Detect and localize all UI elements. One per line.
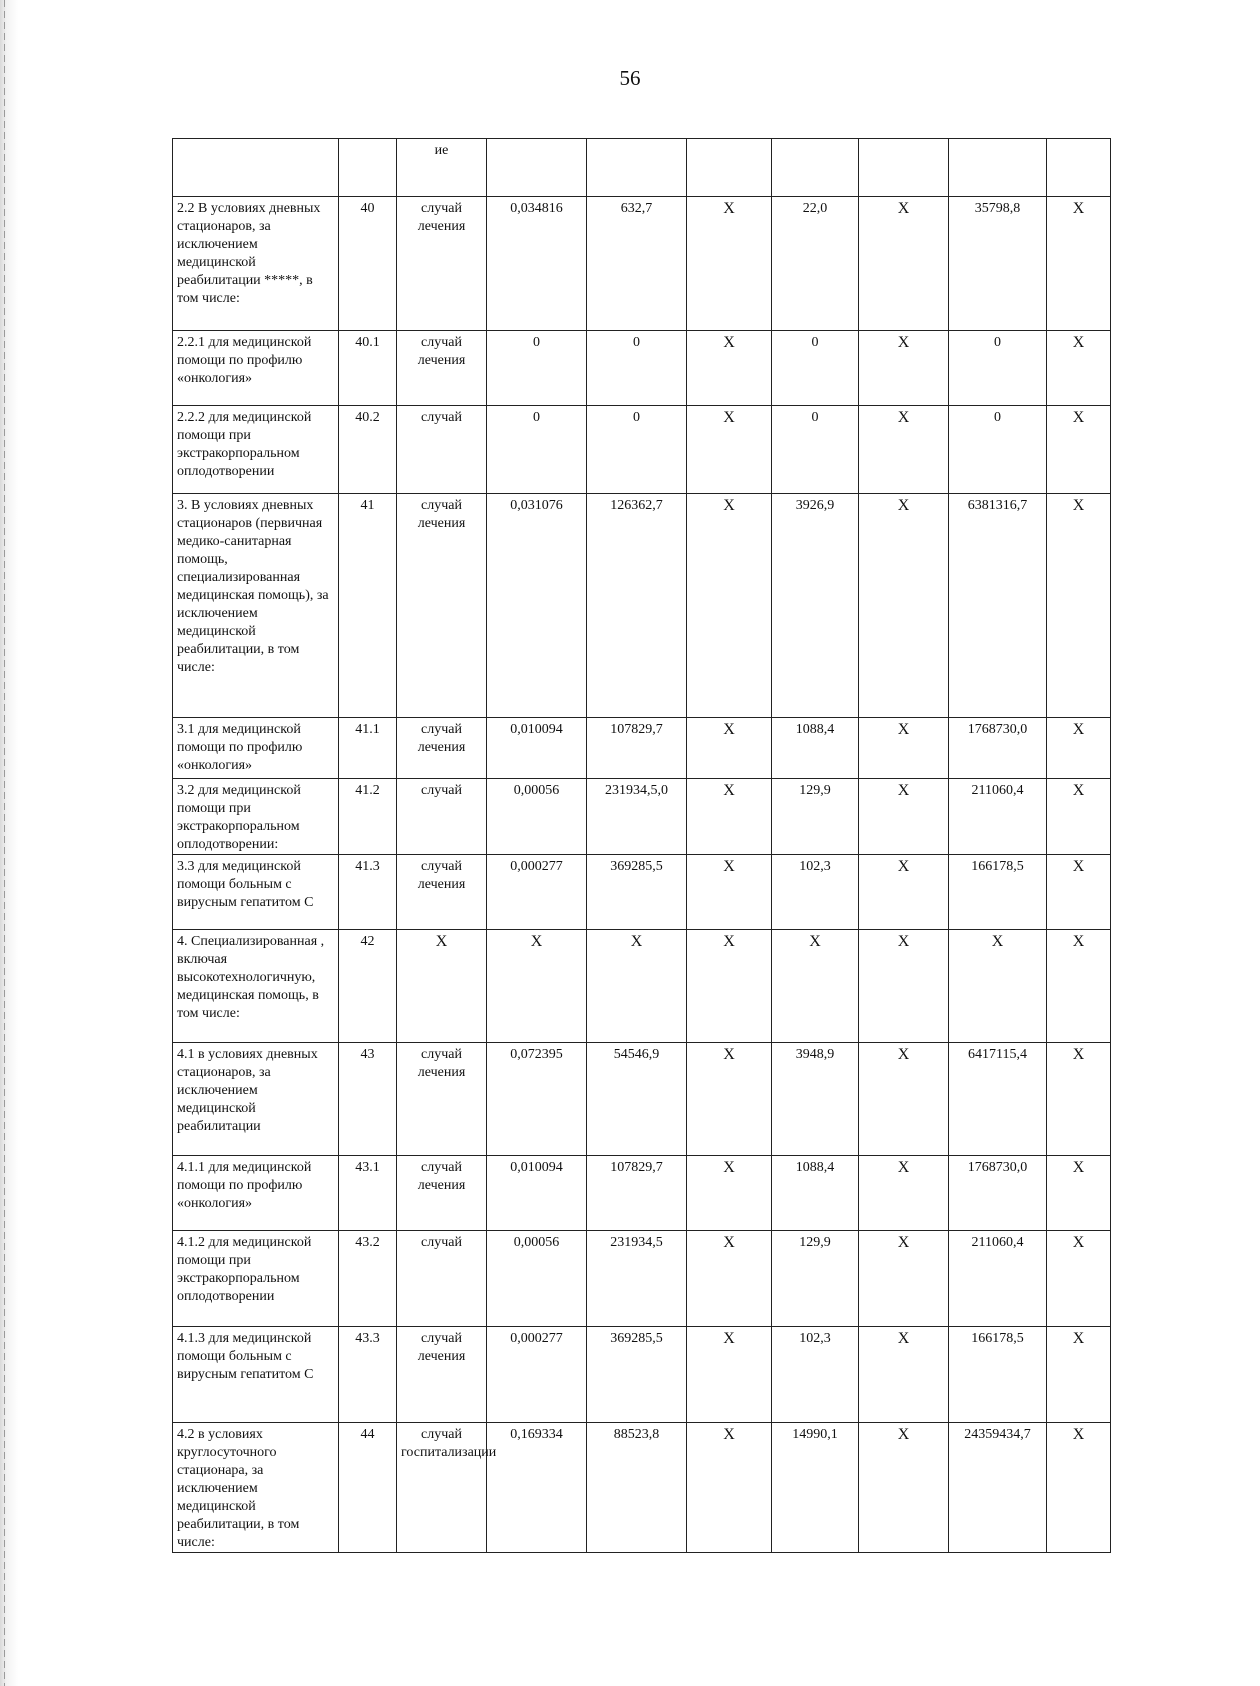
empty-cell (339, 139, 397, 197)
value-cell: Х (772, 930, 859, 1043)
unit-cell: случай лечения (397, 1156, 487, 1231)
value-cell: 0,00056 (487, 779, 587, 855)
row-number-cell: 41.3 (339, 855, 397, 930)
table-row (173, 1327, 1111, 1423)
value-cell: Х (487, 930, 587, 1043)
row-number-cell: 43 (339, 1043, 397, 1156)
table-row (173, 930, 1111, 1043)
value-cell: Х (1047, 331, 1111, 406)
value-cell: 0,072395 (487, 1043, 587, 1156)
table-row (173, 331, 1111, 406)
empty-cell (687, 139, 772, 197)
value-cell: Х (949, 930, 1047, 1043)
empty-cell (772, 139, 859, 197)
page-number: 56 (619, 66, 641, 90)
row-name-cell: 3.3 для медицинской помощи больным с вирусным гепатитом С (173, 855, 339, 930)
value-cell: 0 (949, 331, 1047, 406)
table-row (173, 1423, 1111, 1553)
table-row (173, 494, 1111, 718)
value-cell: 0,000277 (487, 855, 587, 930)
unit-cell: случай лечения (397, 197, 487, 331)
value-cell: 1768730,0 (949, 1156, 1047, 1231)
empty-cell (859, 139, 949, 197)
value-cell: 107829,7 (587, 718, 687, 779)
value-cell: 211060,4 (949, 779, 1047, 855)
value-cell: 0 (772, 331, 859, 406)
header-continuation-row (173, 139, 1111, 197)
value-cell: 0,169334 (487, 1423, 587, 1553)
value-cell: 0 (487, 406, 587, 494)
value-cell: Х (859, 197, 949, 331)
value-cell: Х (859, 1156, 949, 1231)
unit-cell: Х (397, 930, 487, 1043)
row-name-cell: 4.1.1 для медицинской помощи по профилю «онкология» (173, 1156, 339, 1231)
empty-cell (1047, 139, 1111, 197)
value-cell: 35798,8 (949, 197, 1047, 331)
table-row (173, 718, 1111, 779)
value-cell: 0,00056 (487, 1231, 587, 1327)
empty-cell (949, 139, 1047, 197)
value-cell: Х (1047, 197, 1111, 331)
value-cell: 0,010094 (487, 718, 587, 779)
value-cell: 14990,1 (772, 1423, 859, 1553)
value-cell: Х (687, 331, 772, 406)
unit-cell: случай лечения (397, 855, 487, 930)
value-cell: Х (859, 494, 949, 718)
value-cell: 107829,7 (587, 1156, 687, 1231)
value-cell: Х (859, 1043, 949, 1156)
row-number-cell: 43.1 (339, 1156, 397, 1231)
value-cell: 129,9 (772, 779, 859, 855)
empty-cell (587, 139, 687, 197)
value-cell: 22,0 (772, 197, 859, 331)
value-cell: Х (859, 331, 949, 406)
table-body (173, 139, 1111, 1553)
value-cell: 166178,5 (949, 855, 1047, 930)
row-name-cell: 2.2 В условиях дневных стационаров, за исключением медицинской реабилитации *****, в том числе: (173, 197, 339, 331)
row-name-cell: 4. Специализированная , включая высокотехнологичную, медицинская помощь, в том числе: (173, 930, 339, 1043)
row-number-cell: 43.2 (339, 1231, 397, 1327)
value-cell: 6381316,7 (949, 494, 1047, 718)
value-cell: 6417115,4 (949, 1043, 1047, 1156)
table-row (173, 1156, 1111, 1231)
value-cell: Х (1047, 1327, 1111, 1423)
row-name-cell: 3.1 для медицинской помощи по профилю «онкология» (173, 718, 339, 779)
value-cell: 24359434,7 (949, 1423, 1047, 1553)
row-number-cell: 43.3 (339, 1327, 397, 1423)
value-cell: Х (587, 930, 687, 1043)
value-cell: Х (1047, 1231, 1111, 1327)
table-row (173, 197, 1111, 331)
value-cell: Х (859, 1423, 949, 1553)
value-cell: 0,031076 (487, 494, 587, 718)
value-cell: 54546,9 (587, 1043, 687, 1156)
unit-cell: случай лечения (397, 1043, 487, 1156)
unit-cell: случай лечения (397, 494, 487, 718)
unit-cell: случай (397, 779, 487, 855)
row-name-cell: 4.1.2 для медицинской помощи при экстракорпоральном оплодотворении (173, 1231, 339, 1327)
row-number-cell: 40.1 (339, 331, 397, 406)
value-cell: Х (1047, 718, 1111, 779)
header-fragment: ие (397, 139, 487, 197)
value-cell: Х (1047, 1423, 1111, 1553)
value-cell: Х (1047, 855, 1111, 930)
value-cell: 369285,5 (587, 855, 687, 930)
value-cell: Х (687, 1043, 772, 1156)
value-cell: Х (687, 930, 772, 1043)
value-cell: 632,7 (587, 197, 687, 331)
row-number-cell: 44 (339, 1423, 397, 1553)
row-number-cell: 40 (339, 197, 397, 331)
unit-cell: случай лечения (397, 331, 487, 406)
value-cell: Х (859, 1327, 949, 1423)
value-cell: Х (687, 718, 772, 779)
value-cell: Х (687, 1231, 772, 1327)
table-row (173, 406, 1111, 494)
value-cell: 3926,9 (772, 494, 859, 718)
value-cell: Х (859, 718, 949, 779)
value-cell: 102,3 (772, 1327, 859, 1423)
value-cell: Х (859, 779, 949, 855)
value-cell: 0,010094 (487, 1156, 587, 1231)
table-row (173, 1231, 1111, 1327)
row-name-cell: 4.1.3 для медицинской помощи больным с вирусным гепатитом С (173, 1327, 339, 1423)
value-cell: 1768730,0 (949, 718, 1047, 779)
row-name-cell: 3.2 для медицинской помощи при экстракорпоральном оплодотворении: (173, 779, 339, 855)
value-cell: 126362,7 (587, 494, 687, 718)
value-cell: Х (687, 197, 772, 331)
empty-cell (173, 139, 339, 197)
value-cell: Х (859, 1231, 949, 1327)
unit-cell: случай (397, 1231, 487, 1327)
empty-cell (487, 139, 587, 197)
value-cell: 1088,4 (772, 1156, 859, 1231)
value-cell: Х (687, 1156, 772, 1231)
row-name-cell: 3. В условиях дневных стационаров (первичная медико-санитарная помощь, специализированная медицинская помощь), за исключением медицинской реабилитации, в том числе: (173, 494, 339, 718)
value-cell: 0 (949, 406, 1047, 494)
row-number-cell: 40.2 (339, 406, 397, 494)
table-row (173, 855, 1111, 930)
scan-binding-edge (4, 0, 5, 1686)
value-cell: 102,3 (772, 855, 859, 930)
value-cell: Х (1047, 1043, 1111, 1156)
value-cell: 129,9 (772, 1231, 859, 1327)
row-name-cell: 2.2.2 для медицинской помощи при экстракорпоральном оплодотворении (173, 406, 339, 494)
value-cell: Х (859, 930, 949, 1043)
value-cell: 0 (772, 406, 859, 494)
value-cell: 0 (587, 406, 687, 494)
value-cell: Х (1047, 930, 1111, 1043)
unit-cell: случай (397, 406, 487, 494)
value-cell: Х (1047, 494, 1111, 718)
value-cell: Х (859, 406, 949, 494)
unit-cell: случай лечения (397, 1327, 487, 1423)
value-cell: 0 (487, 331, 587, 406)
value-cell: Х (687, 494, 772, 718)
row-name-cell: 4.1 в условиях дневных стационаров, за исключением медицинской реабилитации (173, 1043, 339, 1156)
care-volume-table (172, 138, 1111, 1553)
value-cell: 369285,5 (587, 1327, 687, 1423)
value-cell: 231934,5 (587, 1231, 687, 1327)
row-number-cell: 42 (339, 930, 397, 1043)
value-cell: Х (687, 1423, 772, 1553)
value-cell: Х (1047, 406, 1111, 494)
row-number-cell: 41.2 (339, 779, 397, 855)
value-cell: 0,034816 (487, 197, 587, 331)
row-number-cell: 41.1 (339, 718, 397, 779)
value-cell: Х (687, 779, 772, 855)
value-cell: Х (687, 406, 772, 494)
row-number-cell: 41 (339, 494, 397, 718)
unit-cell: случай госпитализации (397, 1423, 487, 1553)
value-cell: Х (859, 855, 949, 930)
value-cell: Х (1047, 779, 1111, 855)
table-row (173, 1043, 1111, 1156)
value-cell: Х (1047, 1156, 1111, 1231)
row-name-cell: 4.2 в условиях круглосуточного стационара, за исключением медицинской реабилитации, в том числе: (173, 1423, 339, 1553)
value-cell: Х (687, 1327, 772, 1423)
value-cell: 0,000277 (487, 1327, 587, 1423)
unit-cell: случай лечения (397, 718, 487, 779)
table-row (173, 779, 1111, 855)
value-cell: 1088,4 (772, 718, 859, 779)
value-cell: 166178,5 (949, 1327, 1047, 1423)
value-cell: 231934,5,0 (587, 779, 687, 855)
row-name-cell: 2.2.1 для медицинской помощи по профилю «онкология» (173, 331, 339, 406)
value-cell: Х (687, 855, 772, 930)
value-cell: 211060,4 (949, 1231, 1047, 1327)
value-cell: 88523,8 (587, 1423, 687, 1553)
value-cell: 3948,9 (772, 1043, 859, 1156)
value-cell: 0 (587, 331, 687, 406)
